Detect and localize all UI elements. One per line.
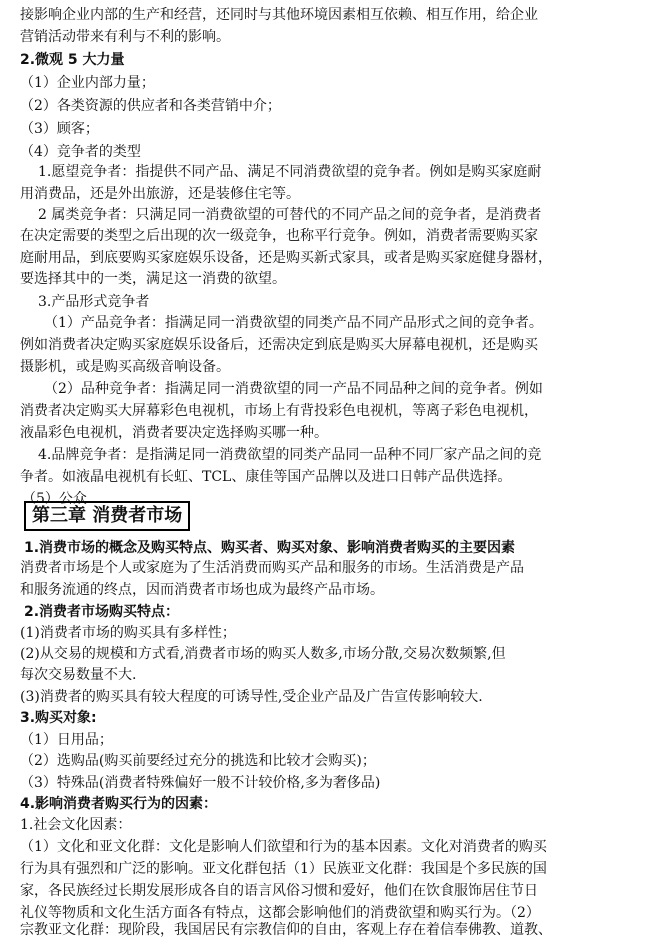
text-line: 每次交易数量不大. (20, 667, 137, 683)
text-line: 消费者决定购买大屏幕彩色电视机，市场上有背投彩色电视机，等离子彩色电视机， (20, 403, 538, 419)
text-line: 礼仪等物质和文化生活方面各有特点，这都会影响他们的消费欲望和购买行为。（2） (20, 905, 540, 921)
text-line: (3)消费者的购买具有较大程度的可诱导性,受企业产品及广告宣传影响较大. (20, 689, 483, 705)
text-line: （5）公众. (22, 491, 92, 507)
text-line: （3）特殊品(消费者特殊偏好一般不计较价格,多为奢侈品) (20, 775, 381, 791)
text-line: (2)从交易的规模和方式看,消费者市场的购买人数多,市场分散,交易次数频繁,但 (20, 646, 506, 662)
text-line: 消费者市场是个人或家庭为了生活消费而购买产品和服务的市场。生活消费是产品 (20, 560, 524, 576)
text-line: 宗教亚文化群：现阶段，我国居民有宗教信仰的自由，客观上存在着信奉佛教、道教、 (20, 922, 552, 938)
text-line: 行为具有强烈和广泛的影响。亚文化群包括（1）民族亚文化群：我国是个多民族的国 (20, 861, 547, 877)
text-line: （3）顾客； (20, 121, 99, 137)
text-line: （1）日用品； (20, 732, 113, 748)
text-line: 4.品牌竞争者：是指满足同一消费欲望的同类产品同一品种不同厂家产品之间的竞 (38, 447, 542, 463)
section-heading: 2.微观 5 大力量 (20, 52, 125, 68)
text-line: 庭耐用品，到底要购买家庭娱乐设备，还是购买新式家具，或者是购买家庭健身器材， (20, 250, 552, 266)
text-line: 在决定需要的类型之后出现的次一级竞争，也称平行竞争。例如，消费者需要购买家 (20, 228, 538, 244)
text-line: （1）产品竞争者：指满足同一消费欲望的同类产品不同产品形式之间的竞争者。 (44, 315, 543, 331)
section-heading: 1.消费市场的概念及购买特点、购买者、购买对象、影响消费者购买的主要因素 (24, 540, 516, 556)
text-line: (1)消费者市场的购买具有多样性； (20, 625, 236, 641)
text-line: 摄影机，或是购买高级音响设备。 (20, 359, 230, 375)
text-line: （4）竞争者的类型 (20, 144, 141, 160)
text-line: 例如消费者决定购买家庭娱乐设备后，还需决定到底是购买大屏幕电视机，还是购买 (20, 337, 538, 353)
text-line: （1）文化和亚文化群：文化是影响人们欲望和行为的基本因素。文化对消费者的购买 (20, 839, 547, 855)
text-line: 2 属类竞争者：只满足同一消费欲望的可替代的不同产品之间的竞争者，是消费者 (38, 207, 542, 223)
section-heading: 3.购买对象: (20, 710, 97, 726)
text-line: 1.社会文化因素： (20, 817, 132, 833)
text-line: 要选择其中的一类，满足这一消费的欲望。 (20, 271, 286, 287)
text-line: 液晶彩色电视机，消费者要决定选择购买哪一种。 (20, 425, 328, 441)
text-line: 和服务流通的终点，因而消费者市场也成为最终产品市场。 (20, 582, 384, 598)
section-heading: 4.影响消费者购买行为的因素： (20, 796, 218, 812)
text-line: 1.愿望竞争者：指提供不同产品、满足不同消费欲望的竞争者。例如是购买家庭耐 (38, 164, 542, 180)
text-line: 营销活动带来有利与不利的影响。 (20, 29, 230, 45)
section-heading: 2.消费者市场购买特点： (24, 604, 180, 620)
text-line: （2）选购品(购买前要经过充分的挑选和比较才会购买)； (20, 753, 376, 769)
chapter-title: 第三章 消费者市场 (24, 501, 190, 531)
text-line: 接影响企业内部的生产和经营，还同时与其他环境因素相互依赖、相互作用，给企业 (20, 7, 538, 23)
text-line: （1）企业内部力量； (20, 75, 155, 91)
text-line: 争者。如液晶电视机有长虹、TCL、康佳等国产品牌以及进口日韩产品供选择。 (20, 469, 512, 485)
text-line: 家，各民族经过长期发展形成各自的语言风俗习惯和爱好，他们在饮食服饰居住节日 (20, 883, 538, 899)
text-line: 用消费品，还是外出旅游，还是装修住宅等。 (20, 186, 300, 202)
text-line: （2）各类资源的供应者和各类营销中介； (20, 98, 281, 114)
text-line: 3.产品形式竞争者 (38, 294, 150, 310)
text-line: （2）品种竞争者：指满足同一消费欲望的同一产品不同品种之间的竞争者。例如 (44, 381, 543, 397)
